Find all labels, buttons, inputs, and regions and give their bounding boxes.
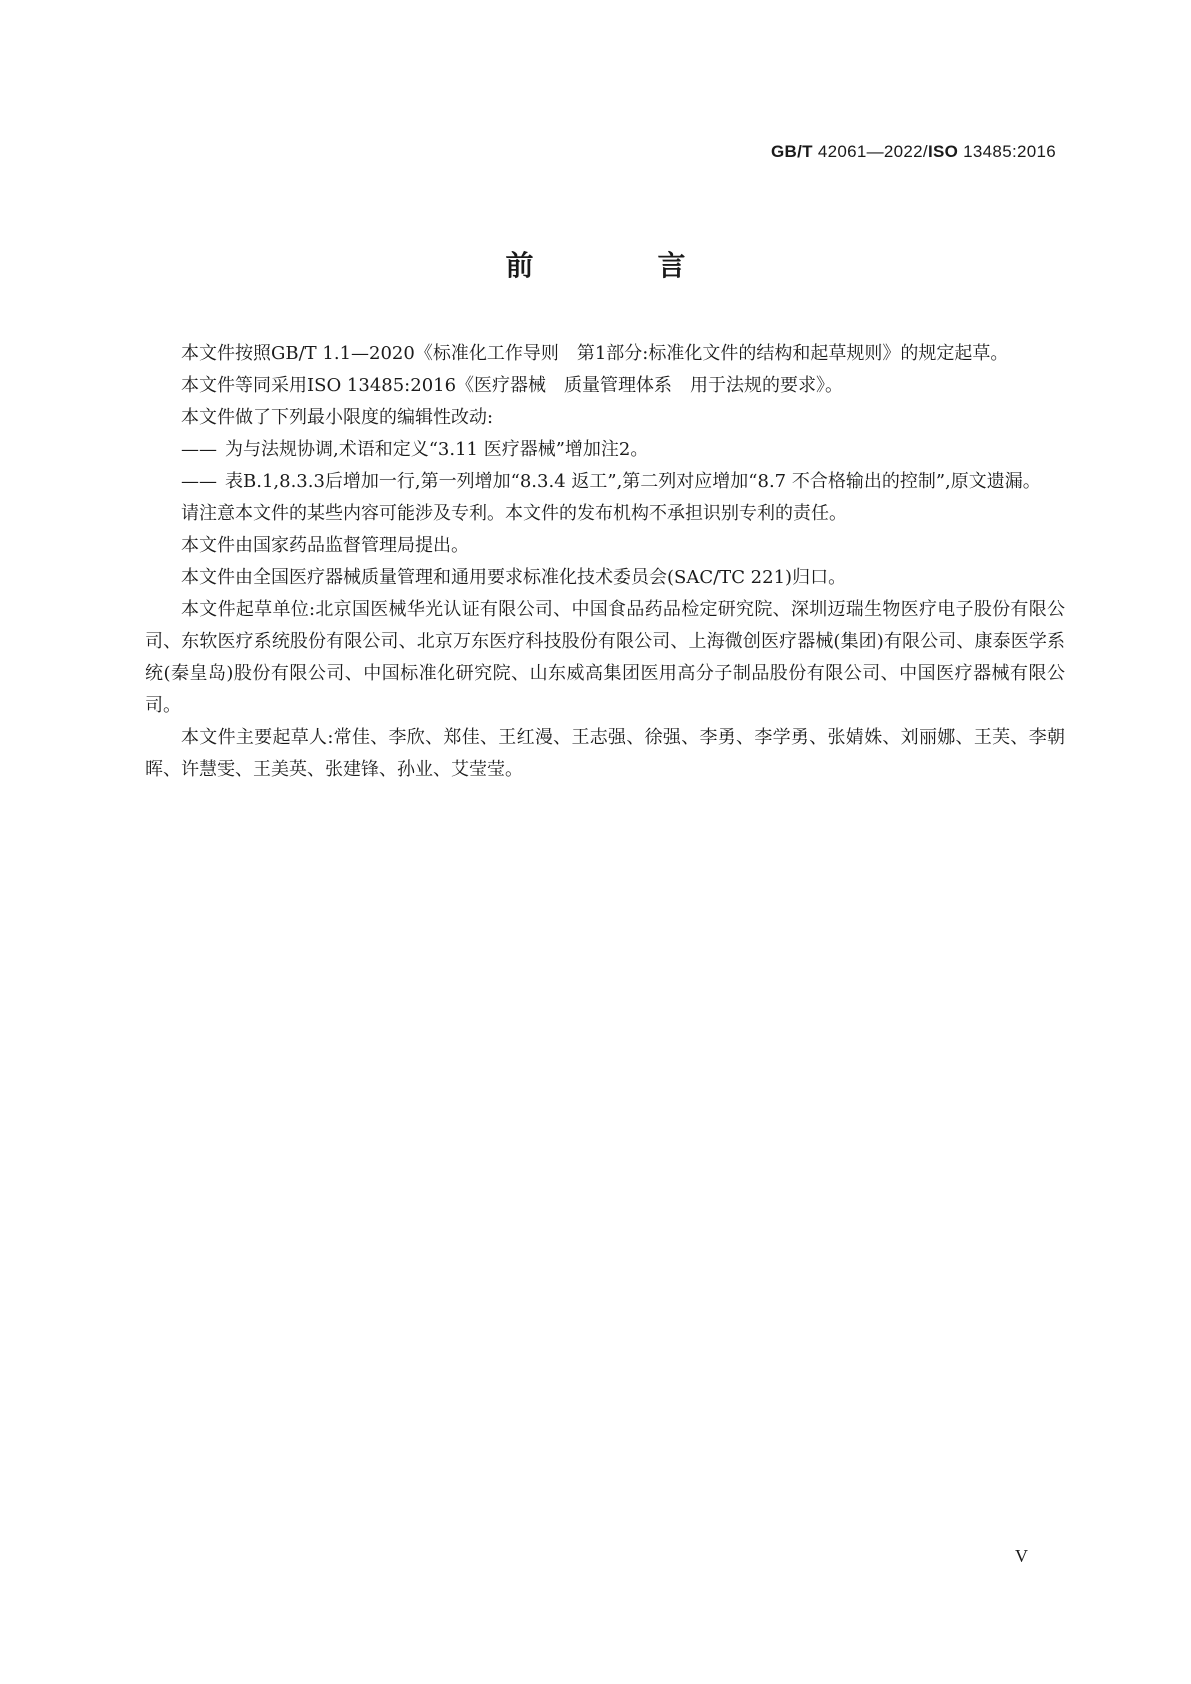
standard-code-iso-prefix: ISO [927,142,959,161]
dash-mark: —— [181,471,217,492]
paragraph: 本文件主要起草人:常佳、李欣、郑佳、王红漫、王志强、徐强、李勇、李学勇、张婧姝、刘丽娜、王芙、李朝晖、许慧雯、王美英、张建锋、孙业、艾莹莹。 [145,727,1065,780]
page-title: 前 言 [505,249,734,282]
dash-item-text: 表B.1,8.3.3后增加一行,第一列增加“8.3.4 返工”,第二列对应增加“8.7 不合格输出的控制”,原文遗漏。 [225,471,1041,492]
standard-code-iso-number: 13485:2016 [963,142,1056,161]
standard-code-prefix: GB/T [770,142,813,161]
dash-list-item [145,466,1065,498]
paragraph: 请注意本文件的某些内容可能涉及专利。本文件的发布机构不承担识别专利的责任。 [181,503,847,524]
paragraph: 本文件按照GB/T 1.1—2020《标准化工作导则 第1部分:标准化文件的结构和起草规则》的规定起草。 [181,343,1009,364]
foreword-body [145,338,1065,786]
paragraph: 本文件起草单位:北京国医械华光认证有限公司、中国食品药品检定研究院、深圳迈瑞生物医疗电子股份有限公司、东软医疗系统股份有限公司、北京万东医疗科技股份有限公司、上海微创医疗器械(集团)有限公司、康泰医学系统(秦皇岛)股份有限公司、中国标准化研究院、山东威高集团医用高分子制品股份有限公司、中国医疗器械有限公司。 [145,599,1065,716]
page-number: V [1015,1546,1028,1566]
standard-code: GB/T 42061—2022/ISO 13485:2016 [770,142,1056,161]
standard-code-number: 42061—2022 [817,142,923,161]
dash-mark: —— [181,439,217,460]
dash-list-item [145,434,1065,466]
paragraph: 本文件由国家药品监督管理局提出。 [181,535,469,556]
paragraph: 本文件等同采用ISO 13485:2016《医疗器械 质量管理体系 用于法规的要求》。 [181,375,844,396]
paragraph: 本文件做了下列最小限度的编辑性改动: [181,407,494,428]
dash-item-text: 为与法规协调,术语和定义“3.11 医疗器械”增加注2。 [225,439,649,460]
paragraph: 本文件由全国医疗器械质量管理和通用要求标准化技术委员会(SAC/TC 221)归口。 [181,567,847,588]
